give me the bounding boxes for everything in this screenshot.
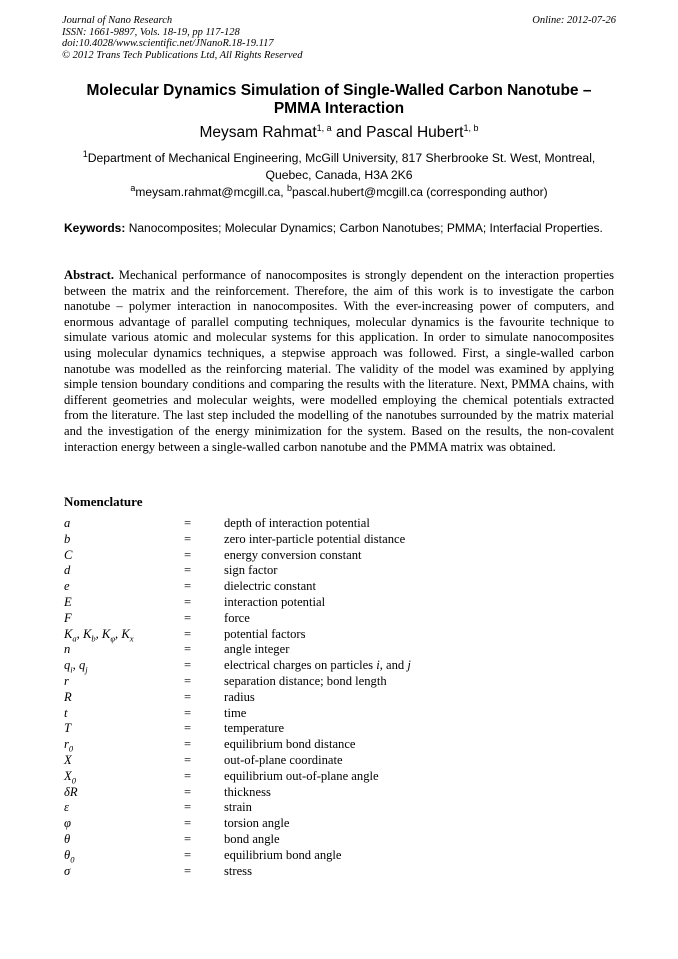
nomenclature-symbol: φ xyxy=(64,816,71,831)
nomenclature-row xyxy=(64,832,624,848)
nomenclature-equals: = xyxy=(184,800,192,815)
nomenclature-equals: = xyxy=(184,768,192,783)
nomenclature-row xyxy=(64,864,624,880)
nomenclature-row xyxy=(64,690,624,706)
nomenclature-equals: = xyxy=(184,863,192,878)
nomenclature-definition: torsion angle xyxy=(224,816,290,831)
nomenclature-symbol: δR xyxy=(64,784,78,799)
author-line xyxy=(64,124,614,142)
nomenclature-row xyxy=(64,642,624,658)
nomenclature-symbol: $X_0$ xyxy=(64,768,76,786)
nomenclature-row xyxy=(64,785,624,801)
email-a-sup: a xyxy=(130,183,136,193)
nomenclature-row xyxy=(64,548,624,564)
nomenclature-definition: potential factors xyxy=(224,626,306,641)
nomenclature-symbol: θ xyxy=(64,831,71,846)
nomenclature-row xyxy=(64,737,624,753)
nomenclature-equals: = xyxy=(184,531,192,546)
nomenclature-equals: = xyxy=(184,547,192,562)
nomenclature-row xyxy=(64,563,624,579)
nomenclature-row xyxy=(64,753,624,769)
nomenclature-symbol: t xyxy=(64,705,68,720)
author-2-affil-sup: 1, b xyxy=(463,122,479,133)
nomenclature-symbol: $K_a$, $K_b$, $K_\varphi$, $K_x$ xyxy=(64,626,134,644)
email-line xyxy=(64,185,614,199)
nomenclature-row xyxy=(64,532,624,548)
nomenclature-row xyxy=(64,721,624,737)
nomenclature-definition: angle integer xyxy=(224,642,290,657)
nomenclature-row xyxy=(64,516,624,532)
nomenclature-symbol: ε xyxy=(64,800,69,815)
email-b[interactable]: pascal.hubert@mcgill.ca (corresponding author) xyxy=(291,185,548,199)
nomenclature-definition: force xyxy=(224,610,250,625)
nomenclature-equals: = xyxy=(184,752,192,767)
nomenclature-equals: = xyxy=(184,831,192,846)
nomenclature-definition: stress xyxy=(224,863,252,878)
nomenclature-equals: = xyxy=(184,784,192,799)
nomenclature-title: Nomenclature xyxy=(64,494,143,509)
nomenclature-definition: equilibrium bond distance xyxy=(224,737,356,752)
nomenclature-row xyxy=(64,816,624,832)
abstract-text: Mechanical performance of nanocomposites is strongly dependent on the interaction properties between the matrix and the reinforcement. Therefore, the aim of this work is to investigate the carbon nanotube – polymer interaction in nanocomposites. With the ever-increasing power of computers, and enormous advantage of parallel computing techniques, molecular dynamics is the favourite technique to simulate various atomic and molecular systems for this application. In order to simulate nanocomposites using molecular dynamics techniques, a stepwise approach was followed. First, a single-walled carbon nanotube was modelled as the reinforcing material. The validity of the model was examined by applying simple tension boundary conditions and comparing the results with the literature. Next, PMMA chains, with different geometries and molecular weights, were modelled employing the chemical potentials extracted from the literature. The last step included the modelling of the nanotubes surrounded by the matrix material and the investigation of the energy minimization for the system. Based on the results, the non-covalent interaction energy between a single-walled carbon nanotube and the PMMA matrix was obtained. xyxy=(64,268,614,454)
author-1-affil-sup: 1, a xyxy=(316,122,332,133)
nomenclature-symbol: E xyxy=(64,594,72,609)
online-date: Online: 2012-07-26 xyxy=(532,15,616,26)
abstract-label: Abstract. xyxy=(64,268,115,282)
nomenclature-row xyxy=(64,674,624,690)
nomenclature-row xyxy=(64,800,624,816)
nomenclature-equals: = xyxy=(184,563,192,578)
nomenclature-symbol: n xyxy=(64,642,71,657)
nomenclature-equals: = xyxy=(184,721,192,736)
journal-copyright: © 2012 Trans Tech Publications Ltd, All Rights Reserved xyxy=(62,49,303,61)
nomenclature-definition: interaction potential xyxy=(224,594,326,609)
nomenclature-symbol: b xyxy=(64,531,71,546)
nomenclature-symbol: C xyxy=(64,547,73,562)
nomenclature-definition: energy conversion constant xyxy=(224,547,362,562)
nomenclature-symbol: a xyxy=(64,516,71,530)
nomenclature-symbol: d xyxy=(64,563,71,578)
author-conjunction: and xyxy=(331,124,367,141)
nomenclature-symbol: σ xyxy=(64,863,71,878)
affiliation-sup: 1 xyxy=(82,148,88,159)
nomenclature-equals: = xyxy=(184,689,192,704)
nomenclature-equals: = xyxy=(184,610,192,625)
nomenclature-definition: depth of interaction potential xyxy=(224,516,370,530)
nomenclature-equals: = xyxy=(184,626,192,641)
nomenclature-symbol: $r_0$ xyxy=(64,737,74,754)
nomenclature-definition: equilibrium bond angle xyxy=(224,847,342,862)
author-2-name: Pascal Hubert xyxy=(366,124,464,141)
nomenclature-definition: time xyxy=(224,705,247,720)
nomenclature-definition: sign factor xyxy=(224,563,278,578)
email-a[interactable]: meysam.rahmat@mcgill.ca, xyxy=(135,185,287,199)
email-b-sup: b xyxy=(286,183,292,193)
nomenclature-equals: = xyxy=(184,516,192,530)
nomenclature-row xyxy=(64,611,624,627)
nomenclature-equals: = xyxy=(184,579,192,594)
affiliation xyxy=(64,150,614,183)
nomenclature-symbol: $q_i$, $q_j$ xyxy=(64,658,88,675)
nomenclature-equals: = xyxy=(184,658,192,673)
keywords-text: Nanocomposites; Molecular Dynamics; Carbon Nanotubes; PMMA; Interfacial Properties. xyxy=(125,221,603,235)
nomenclature-definition: dielectric constant xyxy=(224,579,316,594)
abstract xyxy=(64,268,614,455)
nomenclature-equals: = xyxy=(184,847,192,862)
nomenclature-equals: = xyxy=(184,673,192,688)
nomenclature-definition: separation distance; bond length xyxy=(224,673,387,688)
nomenclature-row xyxy=(64,848,624,864)
nomenclature-symbol: r xyxy=(64,673,69,688)
nomenclature-symbol: T xyxy=(64,721,72,736)
nomenclature-symbol: F xyxy=(64,610,72,625)
nomenclature-row xyxy=(64,579,624,595)
nomenclature-definition: radius xyxy=(224,689,255,704)
journal-doi: doi:10.4028/www.scientific.net/JNanoR.18-19.117 xyxy=(62,38,274,49)
nomenclature-definition: strain xyxy=(224,800,252,815)
keywords-label: Keywords: xyxy=(64,221,126,235)
nomenclature-row xyxy=(64,595,624,611)
nomenclature-definition: thickness xyxy=(224,784,271,799)
nomenclature-row xyxy=(64,769,624,785)
nomenclature-equals: = xyxy=(184,737,192,752)
nomenclature-equals: = xyxy=(184,816,192,831)
nomenclature-symbol: e xyxy=(64,579,70,594)
nomenclature-symbol: R xyxy=(64,689,72,704)
nomenclature-list xyxy=(64,516,624,879)
nomenclature-equals: = xyxy=(184,705,192,720)
nomenclature-definition: equilibrium out-of-plane angle xyxy=(224,768,379,783)
nomenclature-row xyxy=(64,706,624,722)
keywords xyxy=(64,221,614,236)
author-1-name: Meysam Rahmat xyxy=(199,124,317,141)
paper-title: Molecular Dynamics Simulation of Single-Walled Carbon Nanotube – PMMA Interaction xyxy=(86,82,592,117)
journal-header xyxy=(62,15,618,61)
nomenclature-definition: electrical charges on particles i, and j xyxy=(224,658,411,673)
nomenclature-definition: temperature xyxy=(224,721,285,736)
affiliation-text: Department of Mechanical Engineering, McGill University, 817 Sherbrooke St. West, Montreal, Quebec, Canada, H3A 2K6 xyxy=(87,151,596,182)
nomenclature-symbol: $\theta_0$ xyxy=(64,847,75,865)
nomenclature-equals: = xyxy=(184,642,192,657)
nomenclature-definition: out-of-plane coordinate xyxy=(224,752,343,767)
nomenclature-row xyxy=(64,658,624,674)
nomenclature-row xyxy=(64,627,624,643)
journal-issn: ISSN: 1661-9897, Vols. 18-19, pp 117-128 xyxy=(62,26,240,38)
nomenclature-definition: bond angle xyxy=(224,831,280,846)
journal-name: Journal of Nano Research xyxy=(62,15,173,26)
nomenclature-definition: zero inter-particle potential distance xyxy=(224,531,406,546)
nomenclature-equals: = xyxy=(184,594,192,609)
nomenclature-symbol: X xyxy=(64,752,72,767)
